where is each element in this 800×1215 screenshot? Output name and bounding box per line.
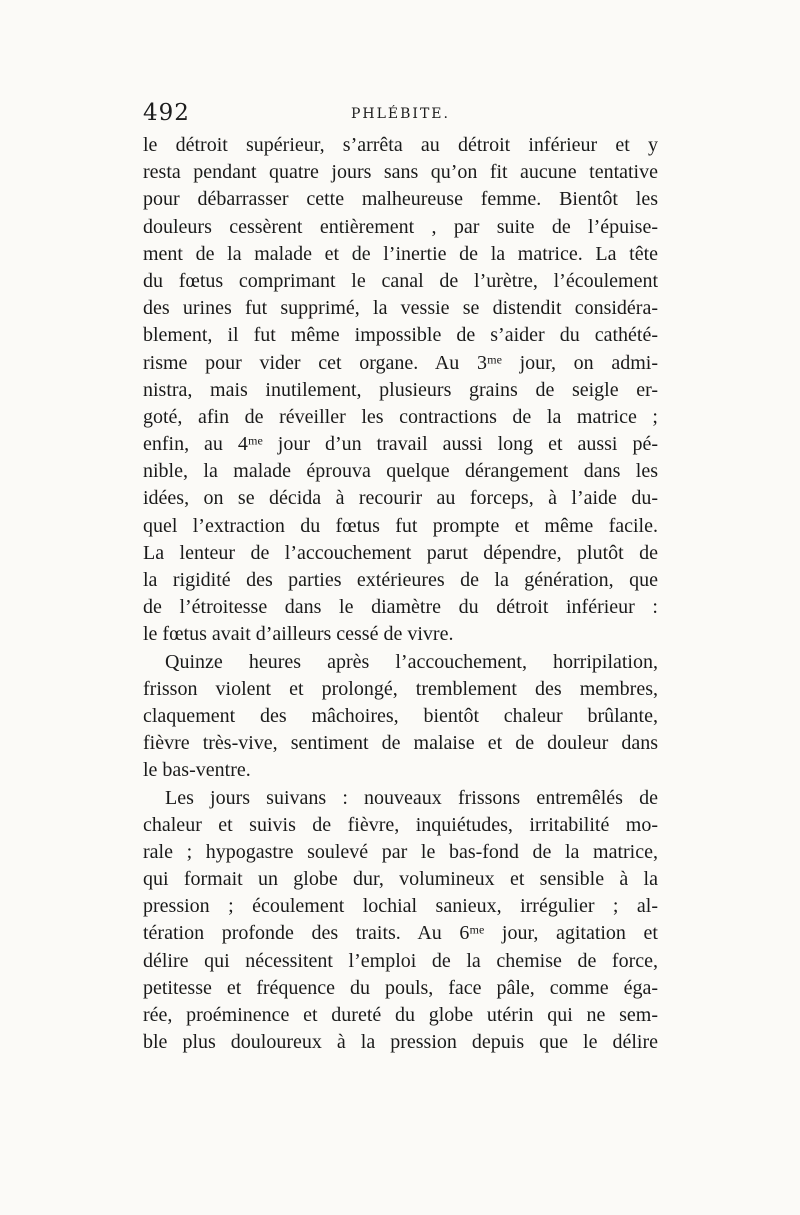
text-line: blement, il fut même impossible de s’aider du cathété- [143,324,658,347]
page-number: 492 [143,100,190,126]
text-line: nistra, mais inutilement, plusieurs grains de seigle er- [143,378,658,401]
text-line: pour débarrasser cette malheureuse femme. Bientôt les [143,188,658,211]
text-line: claquement des mâchoires, bientôt chaleur brûlante, [143,704,658,727]
text-line: quel l’extraction du fœtus fut prompte et même facile. [143,514,658,537]
text-line: chaleur et suivis de fièvre, inquiétudes, irritabilité mo- [143,813,658,836]
text-line: délire qui nécessitent l’emploi de la chemise de force, [143,949,658,972]
text-line: du fœtus comprimant le canal de l’urètre, l’écoulement [143,269,658,292]
text-line: nible, la malade éprouva quelque dérangement dans les [143,460,658,483]
running-title: PHLÉBITE. [351,106,450,122]
text-line: des urines fut supprimé, la vessie se distendit considéra- [143,297,658,320]
text-line: ment de la malade et de l’inertie de la matrice. La tête [143,242,658,265]
text-line: fièvre très-vive, sentiment de malaise et de douleur dans [143,732,658,755]
text-line: rale ; hypogastre soulevé par le bas-fond de la matrice, [143,840,658,863]
text-line: douleurs cessèrent entièrement , par suite de l’épuise- [143,215,658,238]
text-line: petitesse et fréquence du pouls, face pâle, comme éga- [143,976,658,999]
text-line: Les jours suivans : nouveaux frissons entremêlés de [165,786,658,809]
text-line: qui formait un globe dur, volumineux et sensible à la [143,868,658,891]
text-line: goté, afin de réveiller les contractions de la matrice ; [143,405,658,428]
text-line: le fœtus avait d’ailleurs cessé de vivre. [143,623,454,646]
text-line: de l’étroitesse dans le diamètre du détroit inférieur : [143,596,658,619]
text-line: resta pendant quatre jours sans qu’on fit aucune tentative [143,161,658,184]
text-line: rée, proéminence et dureté du globe utérin qui ne sem- [143,1004,658,1026]
text-line: ble plus douloureux à la pression depuis que le délire [143,1031,658,1054]
text-line: tération profonde des traits. Au 6ᵐᵉ jour, agitation et [143,922,658,945]
text-line: le détroit supérieur, s’arrêta au détroit inférieur et y [143,134,658,156]
text-line: idées, on se décida à recourir au forceps, à l’aide du- [143,487,658,510]
text-line: pression ; écoulement lochial sanieux, irrégulier ; al- [143,895,658,918]
text-line: Quinze heures après l’accouchement, horripilation, [165,650,658,673]
text-line: La lenteur de l’accouchement parut dépendre, plutôt de [143,541,658,564]
body-text [143,132,658,1056]
text-line: la rigidité des parties extérieures de la génération, que [143,569,658,591]
text-line: enfin, au 4ᵐᵉ jour d’un travail aussi long et aussi pé- [143,433,658,456]
text-line: le bas-ventre. [143,759,251,782]
text-line: frisson violent et prolongé, tremblement des membres, [143,677,658,700]
text-line: risme pour vider cet organe. Au 3ᵐᵉ jour, on admi- [143,351,658,374]
running-head [143,100,658,130]
